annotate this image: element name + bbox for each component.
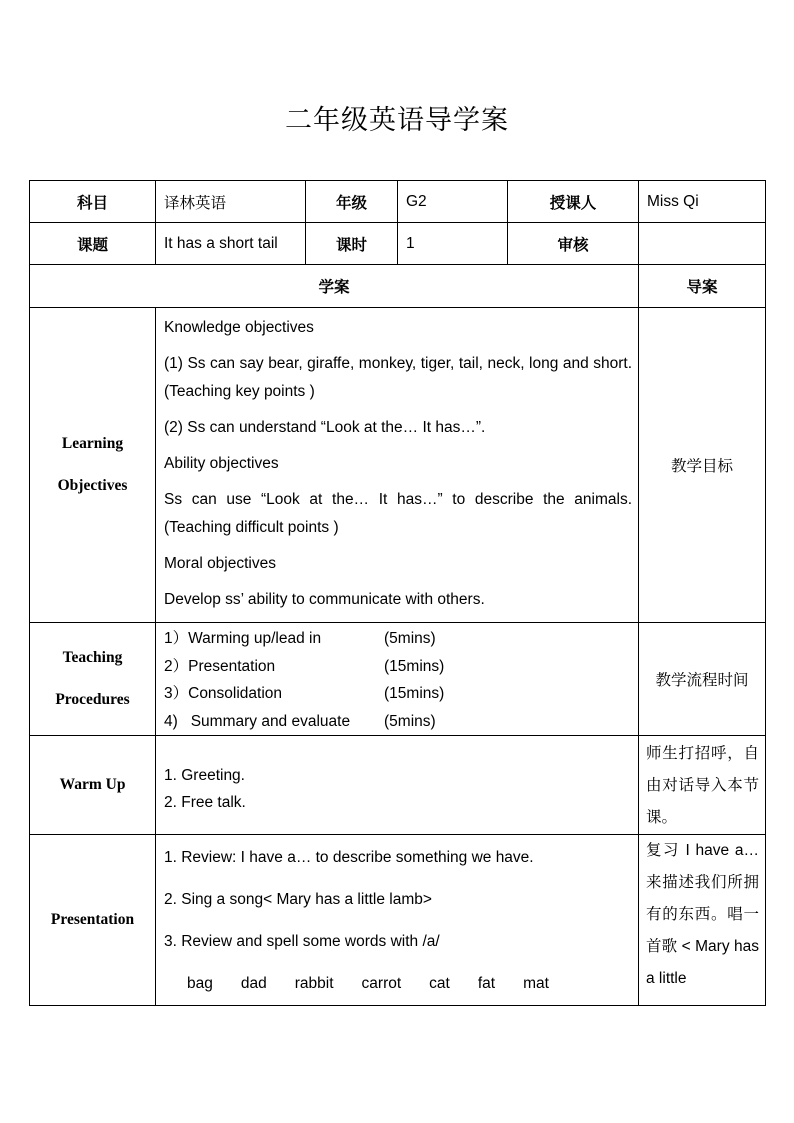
warmup-label: Warm Up xyxy=(30,736,156,835)
teacher-value: Miss Qi xyxy=(639,181,766,223)
guide-header: 导案 xyxy=(639,265,766,308)
objectives-label-line-1: Learning xyxy=(61,435,124,452)
subject-label: 科目 xyxy=(30,181,156,223)
procedure-step xyxy=(164,680,638,708)
word-list xyxy=(164,963,632,1005)
word: cat xyxy=(429,975,450,992)
section-header-row xyxy=(30,265,766,308)
procedure-step-name: 1）Warming up/lead in xyxy=(164,630,322,647)
word: rabbit xyxy=(294,975,334,992)
warmup-note: 师生打招呼，自由对话导入本节课。 xyxy=(639,736,766,835)
info-row-2 xyxy=(30,223,766,265)
objective-line: (1) Ss can say bear, giraffe, monkey, tiger, tail, neck, long and short. (Teaching key points ) xyxy=(164,355,632,400)
review-value xyxy=(639,223,766,265)
warmup-content xyxy=(156,736,639,835)
topic-value: It has a short tail xyxy=(156,223,306,265)
word: mat xyxy=(523,975,549,992)
objectives-note: 教学目标 xyxy=(639,308,766,623)
objective-line: Ss can use “Look at the… It has…” to describe the animals. (Teaching difficult points ) xyxy=(164,491,632,536)
subject-value: 译林英语 xyxy=(156,181,306,223)
procedures-content xyxy=(156,623,639,736)
presentation-content xyxy=(156,835,639,1006)
procedure-step xyxy=(164,625,638,653)
presentation-item: 2. Sing a song< Mary has a little lamb> xyxy=(164,891,432,908)
topic-label: 课题 xyxy=(30,223,156,265)
procedure-step-time: (5mins) xyxy=(384,712,436,730)
objectives-row xyxy=(30,308,766,623)
presentation-row xyxy=(30,835,766,1006)
lesson-plan-table xyxy=(29,180,766,1006)
info-row-1 xyxy=(30,181,766,223)
warmup-item: 1. Greeting. xyxy=(164,767,245,784)
objective-line: Ability objectives xyxy=(164,455,279,472)
teacher-label: 授课人 xyxy=(508,181,639,223)
review-label: 审核 xyxy=(508,223,639,265)
period-label: 课时 xyxy=(306,223,398,265)
study-header: 学案 xyxy=(30,265,639,308)
word: fat xyxy=(477,975,496,992)
procedures-note: 教学流程时间 xyxy=(639,623,766,736)
warmup-row xyxy=(30,736,766,835)
procedures-row xyxy=(30,623,766,736)
procedure-step xyxy=(164,708,638,736)
presentation-item: 1. Review: I have a… to describe something we have. xyxy=(164,849,534,866)
presentation-item: 3. Review and spell some words with /a/ xyxy=(164,933,440,950)
page-title: 二年级英语导学案 xyxy=(285,105,509,136)
period-value: 1 xyxy=(398,223,508,265)
objective-line: Moral objectives xyxy=(164,555,276,572)
objective-line: Knowledge objectives xyxy=(164,319,314,336)
presentation-label: Presentation xyxy=(30,835,156,1006)
procedure-step-time: (5mins) xyxy=(384,630,436,647)
objective-line: Develop ss’ ability to communicate with others. xyxy=(164,591,485,608)
procedure-step-time: (15mins) xyxy=(384,657,445,675)
grade-label: 年级 xyxy=(306,181,398,223)
procedures-label-line-1: Teaching xyxy=(62,649,123,666)
procedure-step-time: (15mins) xyxy=(384,685,445,702)
objective-line: (2) Ss can understand “Look at the… It has…”. xyxy=(164,419,486,436)
procedures-label-line-2: Procedures xyxy=(55,691,130,708)
procedure-step xyxy=(164,653,638,681)
presentation-note: 复习 I have a…来描述我们所拥有的东西。唱一首歌 < Mary has a little xyxy=(639,835,766,1006)
word: bag xyxy=(187,975,213,992)
procedure-step-name: 3）Consolidation xyxy=(164,685,283,702)
objectives-label-line-2: Objectives xyxy=(57,477,128,494)
grade-value: G2 xyxy=(398,181,508,223)
objectives-content xyxy=(156,308,639,623)
procedure-step-name: 2）Presentation xyxy=(164,657,276,675)
word: carrot xyxy=(361,975,402,992)
procedure-step-name: 4) Summary and evaluate xyxy=(164,712,351,730)
word: dad xyxy=(240,975,267,992)
warmup-item: 2. Free talk. xyxy=(164,794,246,811)
procedures-label xyxy=(30,623,156,736)
objectives-label xyxy=(30,308,156,623)
